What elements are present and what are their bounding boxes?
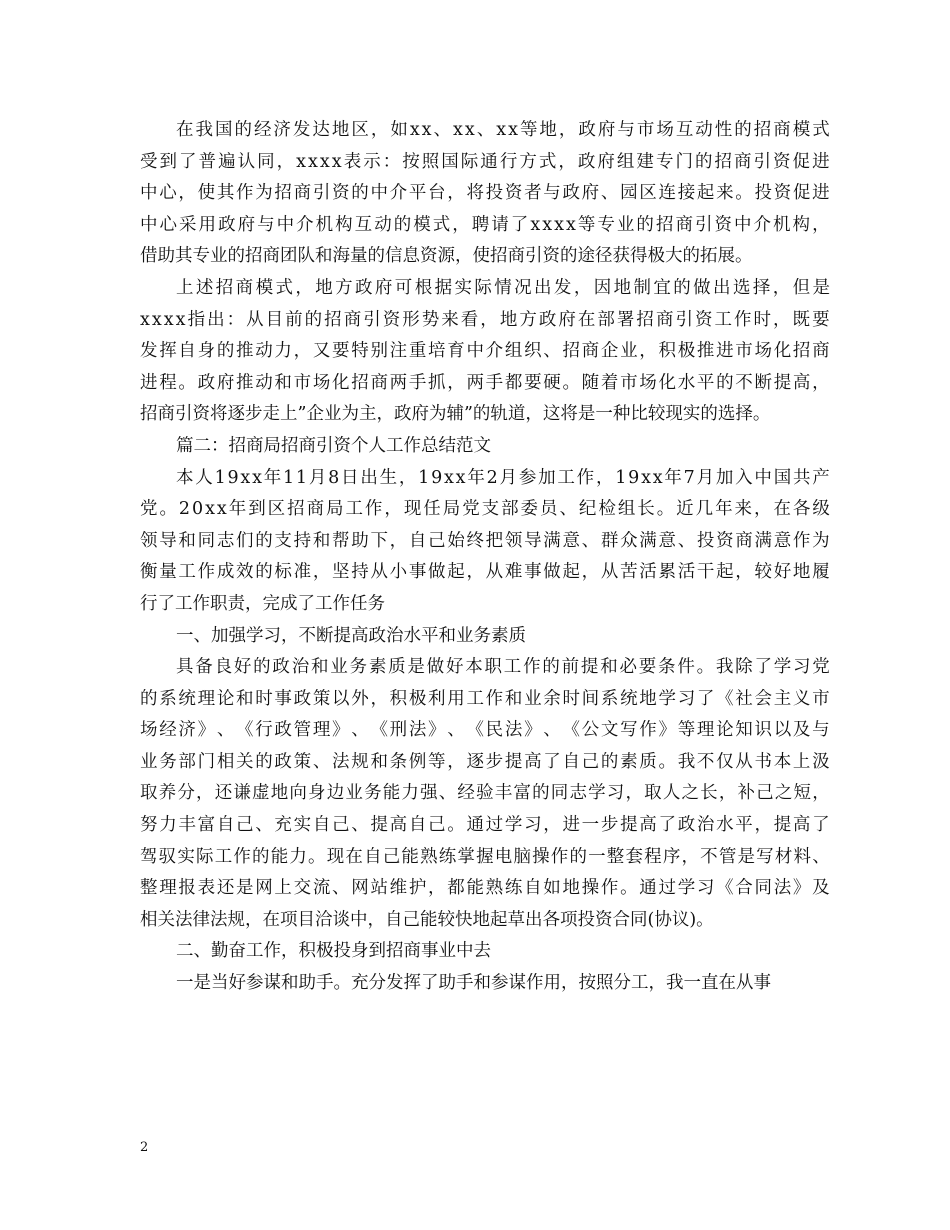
text-line: 具 备 良 好 的 政 治 和 业 务 素 质 是 做 好 本 职 工 作 的 前 提 和 必 要 条 件 。 我 除 了 学 习 党 bbox=[176, 657, 830, 678]
text-line: 上 述 招 商 模 式 ， 地 方 政 府 可 根 据 实 际 情 况 出 发 ， 因 地 制 宜 的 做 出 选 择 ， 但 是 bbox=[176, 277, 830, 298]
paragraph bbox=[140, 652, 830, 936]
text-line: 一、加强学习，不断提高政治水平和业务素质 bbox=[176, 625, 526, 646]
paragraph bbox=[140, 936, 830, 968]
text-line: 一是当好参谋和助手。充分发挥了助手和参谋作用，按照分工，我一直在从事 bbox=[176, 973, 771, 994]
text-line: 进 程 。 政 府 推 动 和 市 场 化 招 商 两 手 抓 ， 两 手 都 要 硬 。 随 着 市 场 化 水 平 的 不 断 提 高 ， bbox=[140, 372, 830, 393]
document-body bbox=[140, 115, 830, 1000]
paragraph bbox=[140, 968, 830, 1000]
paragraph bbox=[140, 115, 830, 273]
text-line: 取 养 分 ， 还 谦 虚 地 向 身 边 业 务 能 力 强 、 经 验 丰 富 的 同 志 学 习 ， 取 人 之 长 ， 补 己 之 短 ， bbox=[140, 783, 830, 804]
page-number: 2 bbox=[140, 1140, 149, 1155]
text-line: 努 力 丰 富 自 己 、 充 实 自 己 、 提 高 自 己 。 通 过 学 习 ， 进 一 步 提 高 了 政 治 水 平 ， 提 高 了 bbox=[140, 815, 830, 836]
text-line: 衡 量 工 作 成 效 的 标 准 ， 坚 持 从 小 事 做 起 ， 从 难 事 做 起 ， 从 苦 活 累 活 干 起 ， 较 好 地 履 bbox=[140, 562, 830, 583]
text-line: 的 系 统 理 论 和 时 事 政 策 以 外 ， 积 极 利 用 工 作 和 业 余 时 间 系 统 地 学 习 了 《 社 会 主 义 市 bbox=[140, 688, 830, 709]
text-line: 场 经 济 》 、 《 行 政 管 理 》 、 《 刑 法 》 、 《 民 法 》 、 《 公 文 写 作 》 等 理 论 知 识 以 及 与 bbox=[140, 720, 830, 741]
text-line: 领 导 和 同 志 们 的 支 持 和 帮 助 下 ， 自 己 始 终 把 领 导 满 意 、 群 众 满 意 、 投 资 商 满 意 作 为 bbox=[140, 530, 830, 551]
paragraph bbox=[140, 463, 830, 621]
paragraph bbox=[140, 273, 830, 431]
text-line: 驾 驭 实 际 工 作 的 能 力 。 现 在 自 己 能 熟 练 掌 握 电 脑 操 作 的 一 整 套 程 序 ， 不 管 是 写 材 料 、 bbox=[140, 846, 830, 867]
text-line: 发 挥 自 身 的 推 动 力 ， 又 要 特 别 注 重 培 育 中 介 组 织 、 招 商 企 业 ， 积 极 推 进 市 场 化 招 商 bbox=[140, 341, 830, 362]
text-line: 整 理 报 表 还 是 网 上 交 流 、 网 站 维 护 ， 都 能 熟 练 自 如 地 操 作 。 通 过 学 习 《 合 同 法 》 及 bbox=[140, 878, 830, 899]
text-line: 行了工作职责，完成了工作任务 bbox=[140, 593, 385, 614]
text-line: 本 人 1 9 x x 年 1 1 月 8 日 出 生 ， 1 9 x x 年 2 月 参 加 工 作 ， 1 9 x x 年 7 月 加 入 中 国 共 产 bbox=[176, 467, 830, 488]
text-line: 招商引资将逐步走上”企业为主，政府为辅”的轨道，这将是一种比较现实的选择。 bbox=[140, 404, 771, 425]
text-line: 借助其专业的招商团队和海量的信息资源，使招商引资的途径获得极大的拓展。 bbox=[140, 246, 753, 267]
text-line: 中 心 ， 使 其 作 为 招 商 引 资 的 中 介 平 台 ， 将 投 资 者 与 政 府 、 园 区 连 接 起 来 。 投 资 促 进 bbox=[140, 183, 830, 204]
text-line: 党 。 2 0 x x 年 到 区 招 商 局 工 作 ， 现 任 局 党 支 部 委 员 、 纪 检 组 长 。 近 几 年 来 ， 在 各 级 bbox=[140, 499, 830, 520]
text-line: x x x x 指 出 ： 从 目 前 的 招 商 引 资 形 势 来 看 ， 地 方 政 府 在 部 署 招 商 引 资 工 作 时 ， 既 要 bbox=[140, 309, 830, 330]
text-line: 二、勤奋工作，积极投身到招商事业中去 bbox=[176, 941, 491, 962]
text-line: 中 心 采 用 政 府 与 中 介 机 构 互 动 的 模 式 ， 聘 请 了 x x x x 等 专 业 的 招 商 引 资 中 介 机 构 ， bbox=[140, 214, 830, 235]
text-line: 受 到 了 普 遍 认 同 ， x x x x 表 示 ： 按 照 国 际 通 行 方 式 ， 政 府 组 建 专 门 的 招 商 引 资 促 进 bbox=[140, 151, 830, 172]
text-line: 篇二：招商局招商引资个人工作总结范文 bbox=[176, 435, 491, 456]
paragraph bbox=[140, 621, 830, 653]
text-line: 业 务 部 门 相 关 的 政 策 、 法 规 和 条 例 等 ， 逐 步 提 高 了 自 己 的 素 质 。 我 不 仅 从 书 本 上 汲 bbox=[140, 751, 830, 772]
text-line: 相关法律法规，在项目洽谈中，自己能较快地起草出各项投资合同(协议)。 bbox=[140, 909, 714, 930]
paragraph bbox=[140, 431, 830, 463]
text-line: 在 我 国 的 经 济 发 达 地 区 ， 如 x x 、 x x 、 x x 等 地 ， 政 府 与 市 场 互 动 性 的 招 商 模 式 bbox=[176, 120, 830, 140]
